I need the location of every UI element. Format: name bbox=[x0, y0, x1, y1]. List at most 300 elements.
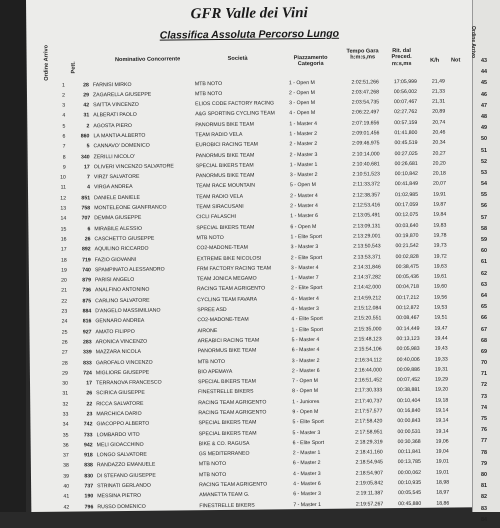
header-pett: Pett. bbox=[70, 61, 77, 74]
cell-plz: 2 - Master 2 bbox=[289, 141, 318, 148]
cell-plz: 4 - Elite Sport bbox=[291, 316, 323, 323]
cell-kh: 19,91 bbox=[433, 191, 447, 198]
cell-soc: AREABICI RACING TEAM bbox=[197, 337, 260, 345]
cell-soc: CO2-MADONE-TEAM bbox=[197, 317, 249, 324]
cell-ord: 25 bbox=[61, 329, 68, 336]
cell-soc: AMANETTA TEAM G. bbox=[199, 492, 250, 499]
cell-pett: 17 bbox=[83, 164, 90, 171]
cell-kh: 20,07 bbox=[432, 181, 446, 188]
next-sheet-number: 60 bbox=[481, 248, 487, 255]
cell-ord: 4 bbox=[62, 112, 66, 120]
cell-soc: PANORMUS BIKE TEAM bbox=[195, 152, 255, 159]
cell-rit: 00:07,452 bbox=[396, 377, 421, 384]
cell-tempo: 2:17:40,737 bbox=[354, 397, 383, 405]
cell-rit: 00:21,542 bbox=[395, 243, 419, 250]
cell-plz: 4 - Open M bbox=[289, 110, 316, 117]
cell-soc: SPREE ASD bbox=[197, 306, 227, 314]
cell-name: RICCA SALVATORE bbox=[96, 400, 144, 407]
cell-plz: 1 - Elite Sport bbox=[291, 326, 323, 333]
cell-kh: 19,56 bbox=[434, 294, 448, 301]
cell-ord: 38 bbox=[63, 463, 69, 470]
cell-soc: BIO APEMAYA bbox=[197, 368, 233, 376]
cell-ord: 9 bbox=[62, 164, 66, 171]
cell-pett: 927 bbox=[82, 328, 92, 336]
cell-tempo: 2:10:40,681 bbox=[352, 161, 380, 168]
cell-soc: CYCLING TEAM FAVARA bbox=[197, 296, 258, 303]
cell-tempo: 2:17:58,951 bbox=[355, 428, 383, 436]
next-sheet-number: 43 bbox=[481, 58, 487, 64]
cell-kh: 19,83 bbox=[433, 222, 447, 229]
cell-ord: 34 bbox=[62, 421, 69, 428]
cell-pett: 918 bbox=[84, 452, 93, 459]
next-sheet-number: 51 bbox=[481, 147, 487, 154]
cell-pett: 892 bbox=[81, 246, 91, 253]
cell-kh: 20,27 bbox=[432, 150, 446, 157]
next-sheet-number: 61 bbox=[481, 259, 487, 266]
cell-soc: RACING TEAM AGRIGENTO bbox=[198, 409, 267, 417]
cell-kh: 20,18 bbox=[432, 170, 446, 177]
cell-pett: 740 bbox=[82, 267, 91, 274]
cell-rit: 00:16,840 bbox=[397, 407, 421, 415]
cell-tempo: 2:16:44,000 bbox=[354, 367, 382, 374]
cell-tempo: 2:13:29,001 bbox=[353, 233, 381, 240]
cell-tempo: 2:12:53,416 bbox=[352, 202, 381, 209]
cell-rit: 00:38,475 bbox=[395, 263, 419, 270]
cell-tempo: 2:10:51,523 bbox=[352, 171, 380, 178]
cell-plz: 1 - Master 4 bbox=[289, 120, 318, 127]
cell-soc: EUROBICI RACING TEAM bbox=[195, 141, 259, 149]
header-kh: K/h bbox=[430, 57, 440, 64]
cell-name: ZAGARELLA GIUSEPPE bbox=[92, 91, 152, 99]
next-sheet-number: 71 bbox=[481, 371, 487, 378]
cell-name: MARCHICA DARIO bbox=[96, 410, 142, 418]
cell-rit: 00:45,880 bbox=[398, 500, 422, 507]
cell-ord: 6 bbox=[62, 133, 66, 140]
cell-ord: 30 bbox=[62, 380, 69, 387]
cell-name: MESSINA PIETRO bbox=[97, 493, 142, 500]
cell-kh: 19,14 bbox=[435, 407, 449, 414]
cell-plz: 5 - Open M bbox=[289, 182, 316, 189]
cell-tempo: 2:19:57,267 bbox=[355, 500, 384, 508]
cell-ord: 37 bbox=[62, 452, 69, 459]
cell-ord: 31 bbox=[62, 390, 69, 398]
cell-kh: 19,84 bbox=[433, 211, 447, 219]
cell-kh: 19,18 bbox=[435, 397, 449, 404]
cell-name: GENNARO ANDREA bbox=[95, 318, 145, 325]
cell-rit: 00:14,449 bbox=[396, 325, 420, 332]
cell-pett: 29 bbox=[83, 92, 90, 99]
cell-name: AQUILINO RICCARDO bbox=[94, 245, 149, 253]
cell-plz: 6 - Master 2 bbox=[292, 460, 321, 467]
cell-name: VIRZI' SALVATORE bbox=[93, 173, 140, 181]
cell-kh: 20,46 bbox=[432, 129, 446, 136]
cell-tempo: 2:16:34,112 bbox=[354, 356, 382, 364]
cell-rit: 00:10,842 bbox=[394, 171, 418, 178]
next-sheet-number: 62 bbox=[481, 270, 487, 277]
cell-tempo: 2:11:33,372 bbox=[352, 181, 380, 189]
header-rit: Rit. dal Preced. m:s,ms bbox=[391, 47, 412, 67]
cell-name: CARLINO SALVATORE bbox=[95, 297, 150, 305]
cell-soc: PANORMUS BIKE TEAM bbox=[197, 347, 257, 355]
cell-pett: 17 bbox=[86, 380, 93, 387]
cell-ord: 33 bbox=[62, 411, 69, 418]
cell-kh: 21,49 bbox=[431, 78, 445, 85]
cell-kh: 19,72 bbox=[433, 253, 447, 260]
cell-kh: 19,14 bbox=[435, 417, 449, 425]
cell-ord: 39 bbox=[63, 473, 70, 480]
cell-soc: GS MEDITERRANEO bbox=[198, 450, 250, 458]
cell-soc: TEAM RADIO VELA bbox=[196, 193, 244, 200]
cell-name: LOMBARDO VITO bbox=[96, 431, 140, 438]
cell-plz: 5 - Elite Sport bbox=[292, 419, 324, 426]
cell-kh: 20,34 bbox=[432, 139, 446, 147]
cell-name: AGOSTA PIERO bbox=[93, 122, 132, 129]
cell-ord: 23 bbox=[61, 308, 68, 315]
cell-soc: SPECIAL BIKERS TEAM bbox=[197, 378, 256, 386]
cell-plz: 2 - Open M bbox=[288, 89, 315, 97]
next-sheet-number: 50 bbox=[481, 136, 487, 143]
cell-plz: 2 - Master 4 bbox=[290, 192, 318, 200]
cell-rit: 00:10,404 bbox=[397, 397, 421, 404]
cell-soc: TEAM SIRACUSANI bbox=[196, 203, 244, 211]
cell-plz: 2 - Elite Sport bbox=[291, 285, 323, 292]
cell-name: D'ANGELO MASSIMILIANO bbox=[95, 307, 161, 315]
cell-name: RUSSO DOMENICO bbox=[97, 503, 146, 510]
cell-plz: 2 - Master 3 bbox=[289, 151, 318, 158]
cell-pett: 724 bbox=[83, 370, 92, 377]
cell-tempo: 2:13:50,543 bbox=[353, 243, 381, 250]
cell-plz: 4 - Master 4 bbox=[291, 295, 319, 302]
cell-plz: 3 - Open M bbox=[289, 100, 316, 107]
next-sheet-number: 77 bbox=[481, 438, 487, 445]
next-sheet-number: 56 bbox=[481, 203, 487, 210]
cell-name: ARONICA VINCENZO bbox=[95, 338, 148, 346]
cell-ord: 42 bbox=[63, 504, 70, 511]
cell-name: LONGO SALVATORE bbox=[96, 451, 147, 459]
cell-kh: 20,20 bbox=[432, 160, 446, 167]
cell-kh: 18,97 bbox=[436, 489, 450, 497]
cell-tempo: 2:19:05,842 bbox=[355, 480, 384, 487]
cell-ord: 15 bbox=[60, 226, 67, 233]
cell-soc: RACING TEAM AGRIGENTO bbox=[199, 481, 268, 489]
cell-name: FARNISI MIRKO bbox=[92, 81, 132, 88]
next-sheet-number: 63 bbox=[481, 281, 487, 288]
cell-ord: 16 bbox=[60, 236, 67, 243]
cell-name: ANALFINO ANTONINO bbox=[95, 287, 150, 294]
cell-pett: 851 bbox=[81, 195, 91, 202]
cell-plz: 7 - Open M bbox=[291, 378, 318, 385]
cell-tempo: 2:15:35,000 bbox=[354, 325, 382, 333]
cell-ord: 21 bbox=[61, 288, 68, 295]
cell-tempo: 2:14:37,282 bbox=[353, 274, 381, 281]
cell-soc: MTB NOTO bbox=[198, 461, 227, 468]
cell-name: GIACOPPO ALBERTO bbox=[96, 421, 150, 428]
cell-ord: 36 bbox=[62, 442, 69, 449]
cell-ord: 11 bbox=[60, 185, 67, 192]
cell-plz: 1 - Master 7 bbox=[290, 275, 319, 282]
next-sheet-number: 82 bbox=[481, 494, 487, 501]
cell-pett: 6 bbox=[87, 225, 91, 233]
cell-rit: 00:57,159 bbox=[394, 119, 418, 126]
cell-kh: 19,43 bbox=[434, 345, 448, 352]
cell-pett: 26 bbox=[84, 236, 91, 243]
header-tempo: Tempo Gara h:m:s,ms bbox=[346, 48, 379, 62]
cell-name: FAZIO GIOVANNI bbox=[94, 256, 137, 263]
next-sheet-number: 52 bbox=[481, 158, 487, 165]
cell-rit: 00:17,059 bbox=[395, 201, 419, 209]
cell-ord: 28 bbox=[61, 360, 68, 367]
cell-kh: 20,89 bbox=[432, 109, 446, 116]
cell-tempo: 2:06:22,497 bbox=[351, 109, 380, 116]
cell-rit: 01:02,985 bbox=[394, 191, 419, 198]
cell-pett: 736 bbox=[82, 287, 92, 294]
cell-pett: 2 bbox=[86, 123, 90, 130]
cell-ord: 22 bbox=[61, 298, 68, 305]
cell-plz: 2 - Master 6 bbox=[291, 367, 320, 375]
cell-soc: CO2-MADONE-TEAM bbox=[196, 244, 248, 252]
cell-tempo: 2:17:58,420 bbox=[354, 418, 383, 425]
cell-plz: 3 - Master 2 bbox=[289, 172, 318, 179]
cell-ord: 19 bbox=[61, 267, 67, 274]
cell-kh: 19,29 bbox=[434, 376, 449, 383]
cell-soc: SPECIAL BIKERS TEAM bbox=[198, 430, 257, 437]
header-societa: Società bbox=[227, 55, 248, 62]
cell-soc: MTB NOTO bbox=[194, 80, 223, 87]
classifica-title: Classifica Assoluta Percorso Lungo bbox=[159, 27, 340, 42]
cell-rit: 00:12,075 bbox=[395, 212, 419, 219]
next-sheet-header: Ordine Arrivo bbox=[470, 26, 476, 59]
cell-pett: 283 bbox=[82, 339, 92, 346]
cell-rit: 00:07,467 bbox=[393, 99, 418, 106]
cell-tempo: 2:18:29,319 bbox=[355, 439, 383, 446]
cell-pett: 22 bbox=[86, 401, 93, 408]
cell-kh: 19,31 bbox=[434, 366, 448, 373]
cell-tempo: 2:12:38,357 bbox=[352, 192, 381, 199]
cell-soc: PANORMUS BIKE TEAM bbox=[195, 172, 255, 180]
cell-ord: 29 bbox=[62, 370, 68, 377]
cell-soc: TEAM JONICA MEGAMO bbox=[196, 275, 257, 283]
cell-plz: 8 - Open M bbox=[292, 388, 319, 395]
cell-soc: FINESTRELLE BIKERS bbox=[198, 389, 254, 396]
cell-plz: 3 - Master 3 bbox=[290, 244, 319, 251]
cell-tempo: 2:15:20,551 bbox=[353, 315, 382, 322]
cell-pett: 7 bbox=[86, 174, 90, 181]
cell-name: AMATO FILIPPO bbox=[95, 328, 135, 335]
cell-rit: 00:26,681 bbox=[394, 160, 418, 168]
cell-rit: 00:00,531 bbox=[397, 428, 421, 435]
cell-name: DANIELE DANIELE bbox=[94, 194, 140, 202]
cell-rit: 00:03,640 bbox=[395, 222, 419, 229]
cell-name: ALBERATI PAOLO bbox=[93, 112, 137, 119]
cell-ord: 2 bbox=[62, 92, 66, 99]
next-sheet-number: 53 bbox=[481, 169, 487, 176]
cell-name: VIRGA ANDREA bbox=[93, 184, 133, 191]
cell-name: STRINATI GERLANDO bbox=[97, 482, 151, 490]
cell-name: GAROFALO VINCENZO bbox=[95, 359, 153, 366]
cell-name: LA MANTIA ALBERTO bbox=[93, 132, 146, 140]
dark-background-edge bbox=[0, 0, 26, 512]
cell-tempo: 2:09:01,456 bbox=[351, 130, 380, 137]
cell-kh: 19,20 bbox=[435, 387, 449, 394]
cell-kh: 18,98 bbox=[436, 479, 450, 486]
cell-plz: 5 - Master 3 bbox=[292, 429, 321, 436]
cell-soc: MTB NOTO bbox=[196, 234, 224, 242]
cell-soc: RACING TEAM AGRIGENTO bbox=[197, 285, 266, 293]
cell-plz: 2 - Master 4 bbox=[290, 203, 318, 210]
cell-soc: ELIOS CODE FACTORY RACING bbox=[195, 100, 275, 108]
cell-pett: 733 bbox=[83, 431, 93, 439]
cell-name: SCIRICA GIUSEPPE bbox=[96, 390, 145, 397]
cell-plz: 1 - Juniores bbox=[292, 398, 320, 405]
cell-pett: 816 bbox=[82, 318, 92, 325]
cell-pett: 884 bbox=[82, 308, 92, 315]
next-sheet bbox=[470, 0, 500, 523]
cell-ord: 12 bbox=[60, 195, 67, 202]
cell-kh: 19,47 bbox=[434, 325, 448, 332]
next-sheet-number: 49 bbox=[481, 125, 487, 132]
cell-rit: 00:30,368 bbox=[397, 438, 421, 446]
cell-kh: 19,04 bbox=[435, 448, 449, 455]
cell-rit: 00:04,718 bbox=[395, 284, 420, 291]
cell-ord: 40 bbox=[63, 483, 70, 490]
cell-rit: 00:27,025 bbox=[394, 150, 418, 157]
cell-tempo: 2:03:47,268 bbox=[351, 89, 380, 96]
cell-pett: 830 bbox=[84, 473, 94, 480]
next-sheet-number: 70 bbox=[481, 360, 487, 367]
cell-soc: TEAM RADIO VELA bbox=[195, 131, 243, 139]
header-nominativo: Nominativo Concorrente bbox=[114, 56, 181, 64]
cell-ord: 14 bbox=[60, 215, 67, 223]
cell-name: ZERILLI NICOLO' bbox=[93, 153, 136, 160]
cell-tempo: 2:18:54,945 bbox=[355, 459, 383, 467]
cell-ord: 18 bbox=[60, 257, 67, 264]
cell-tempo: 2:14:31,846 bbox=[353, 264, 381, 271]
cell-pett: 860 bbox=[80, 133, 90, 140]
cell-kh: 19,60 bbox=[434, 284, 448, 291]
cell-kh: 19,01 bbox=[435, 469, 450, 476]
cell-ord: 8 bbox=[62, 154, 66, 161]
next-sheet-number: 64 bbox=[481, 292, 487, 299]
cell-plz: 3 - Master 2 bbox=[291, 357, 320, 364]
next-sheet-number: 68 bbox=[481, 337, 487, 344]
cell-plz: 4 - Master 3 bbox=[291, 305, 319, 313]
cell-tempo: 2:14:59,212 bbox=[353, 295, 382, 302]
cell-kh: 19,78 bbox=[433, 232, 447, 239]
next-sheet-number: 55 bbox=[481, 192, 487, 199]
cell-pett: 31 bbox=[83, 112, 90, 119]
cell-name: CANNAVO' DOMENICO bbox=[93, 142, 150, 150]
cell-tempo: 2:09:46,975 bbox=[352, 140, 380, 147]
cell-tempo: 2:15:12,084 bbox=[353, 305, 382, 312]
next-sheet-number: 74 bbox=[481, 404, 487, 411]
cell-name: RANDAZZO EMANUELE bbox=[96, 462, 156, 469]
cell-plz: 4 - Master 6 bbox=[293, 481, 321, 488]
cell-rit: 00:41,849 bbox=[394, 181, 418, 188]
cell-ord: 7 bbox=[62, 143, 66, 150]
results-table bbox=[27, 76, 478, 513]
cell-rit: 00:00,843 bbox=[397, 418, 421, 425]
cell-rit: 00:05,436 bbox=[395, 274, 419, 281]
next-sheet-number: 45 bbox=[481, 80, 487, 87]
cell-kh: 19,06 bbox=[435, 438, 449, 445]
cell-tempo: 2:10:14,000 bbox=[352, 150, 380, 158]
next-sheet-number: 75 bbox=[481, 416, 487, 422]
cell-ord: 20 bbox=[61, 277, 67, 284]
cell-soc: BIKE & CO. RAGUSA bbox=[198, 440, 250, 448]
cell-rit: 00:45,519 bbox=[394, 140, 418, 147]
next-sheet-number: 72 bbox=[481, 382, 487, 389]
header-piazzamento: Piazzamento Categoria bbox=[293, 54, 328, 68]
next-sheet-number: 58 bbox=[481, 225, 487, 232]
cell-ord: 24 bbox=[61, 318, 68, 325]
cell-plz: 1 - Open M bbox=[288, 79, 315, 86]
cell-rit: 00:08,467 bbox=[396, 315, 420, 322]
cell-plz: 2 - Master 1 bbox=[292, 450, 321, 457]
cell-kh: 19,53 bbox=[434, 304, 448, 311]
next-sheet-number: 44 bbox=[481, 69, 487, 76]
cell-rit: 00:10,935 bbox=[397, 479, 422, 487]
cell-plz: 1 - Master 1 bbox=[289, 161, 318, 169]
cell-ord: 1 bbox=[61, 82, 65, 89]
cell-pett: 5 bbox=[86, 143, 90, 150]
next-sheet-number: 81 bbox=[481, 483, 487, 490]
next-sheet-number: 78 bbox=[481, 449, 487, 456]
cell-tempo: 2:15:48,123 bbox=[354, 336, 382, 343]
next-sheet-number: 65 bbox=[481, 304, 487, 311]
cell-soc: TEAM RACE MOUNTAIN bbox=[195, 183, 255, 190]
cell-rit: 00:17,212 bbox=[396, 294, 420, 301]
cell-soc: RACING TEAM AGRIGENTO bbox=[198, 399, 267, 406]
cell-plz: 6 - Master 3 bbox=[293, 491, 321, 498]
cell-rit: 00:05,545 bbox=[398, 490, 422, 497]
next-sheet-number: 73 bbox=[481, 393, 487, 400]
cell-tempo: 2:16:51,452 bbox=[354, 377, 383, 384]
cell-pett: 833 bbox=[83, 359, 92, 366]
event-title: GFR Valle dei Vini bbox=[190, 5, 308, 23]
cell-name: MELI GIOACCHINO bbox=[96, 441, 144, 449]
cell-kh: 21,31 bbox=[432, 98, 446, 105]
cell-rit: 00:00,062 bbox=[397, 469, 422, 476]
cell-tempo: 2:13:53,371 bbox=[353, 253, 381, 261]
cell-rit: 00:19,870 bbox=[395, 232, 419, 240]
next-sheet-number: 47 bbox=[481, 102, 487, 109]
cell-pett: 340 bbox=[80, 153, 90, 161]
next-sheet-number: 57 bbox=[481, 214, 487, 221]
cell-kh: 19,73 bbox=[433, 242, 447, 249]
cell-pett: 875 bbox=[82, 298, 92, 305]
cell-soc: EXTREME BIKE NICOLOSI bbox=[196, 255, 262, 262]
cell-name: SAITTA VINCENZO bbox=[93, 101, 139, 109]
cell-soc: MTB NOTO bbox=[194, 90, 223, 98]
cell-ord: 32 bbox=[62, 401, 69, 408]
cell-kh: 19,14 bbox=[435, 428, 449, 435]
cell-soc: SPECIAL BIKERS TEAM bbox=[196, 224, 255, 231]
cell-pett: 190 bbox=[84, 493, 94, 500]
next-sheet-number: 67 bbox=[481, 326, 487, 333]
cell-soc: PANORMUS BIKE TEAM bbox=[195, 121, 254, 128]
cell-pett: 737 bbox=[84, 483, 94, 490]
cell-ord: 17 bbox=[60, 246, 67, 253]
cell-pett: 23 bbox=[86, 411, 93, 418]
cell-plz: 7 - Master 1 bbox=[293, 501, 322, 508]
cell-name: DI STEFANO GIUSEPPE bbox=[96, 472, 156, 480]
cell-name: MAZZARA NICOLA bbox=[95, 349, 141, 356]
next-sheet-number: 46 bbox=[481, 91, 487, 98]
cell-plz: 4 - Master 3 bbox=[292, 470, 321, 478]
cell-pett: 4 bbox=[87, 184, 91, 191]
cell-name: CASCHETTO GIUSEPPE bbox=[94, 235, 155, 243]
cell-plz: 6 - Master 4 bbox=[291, 347, 320, 354]
